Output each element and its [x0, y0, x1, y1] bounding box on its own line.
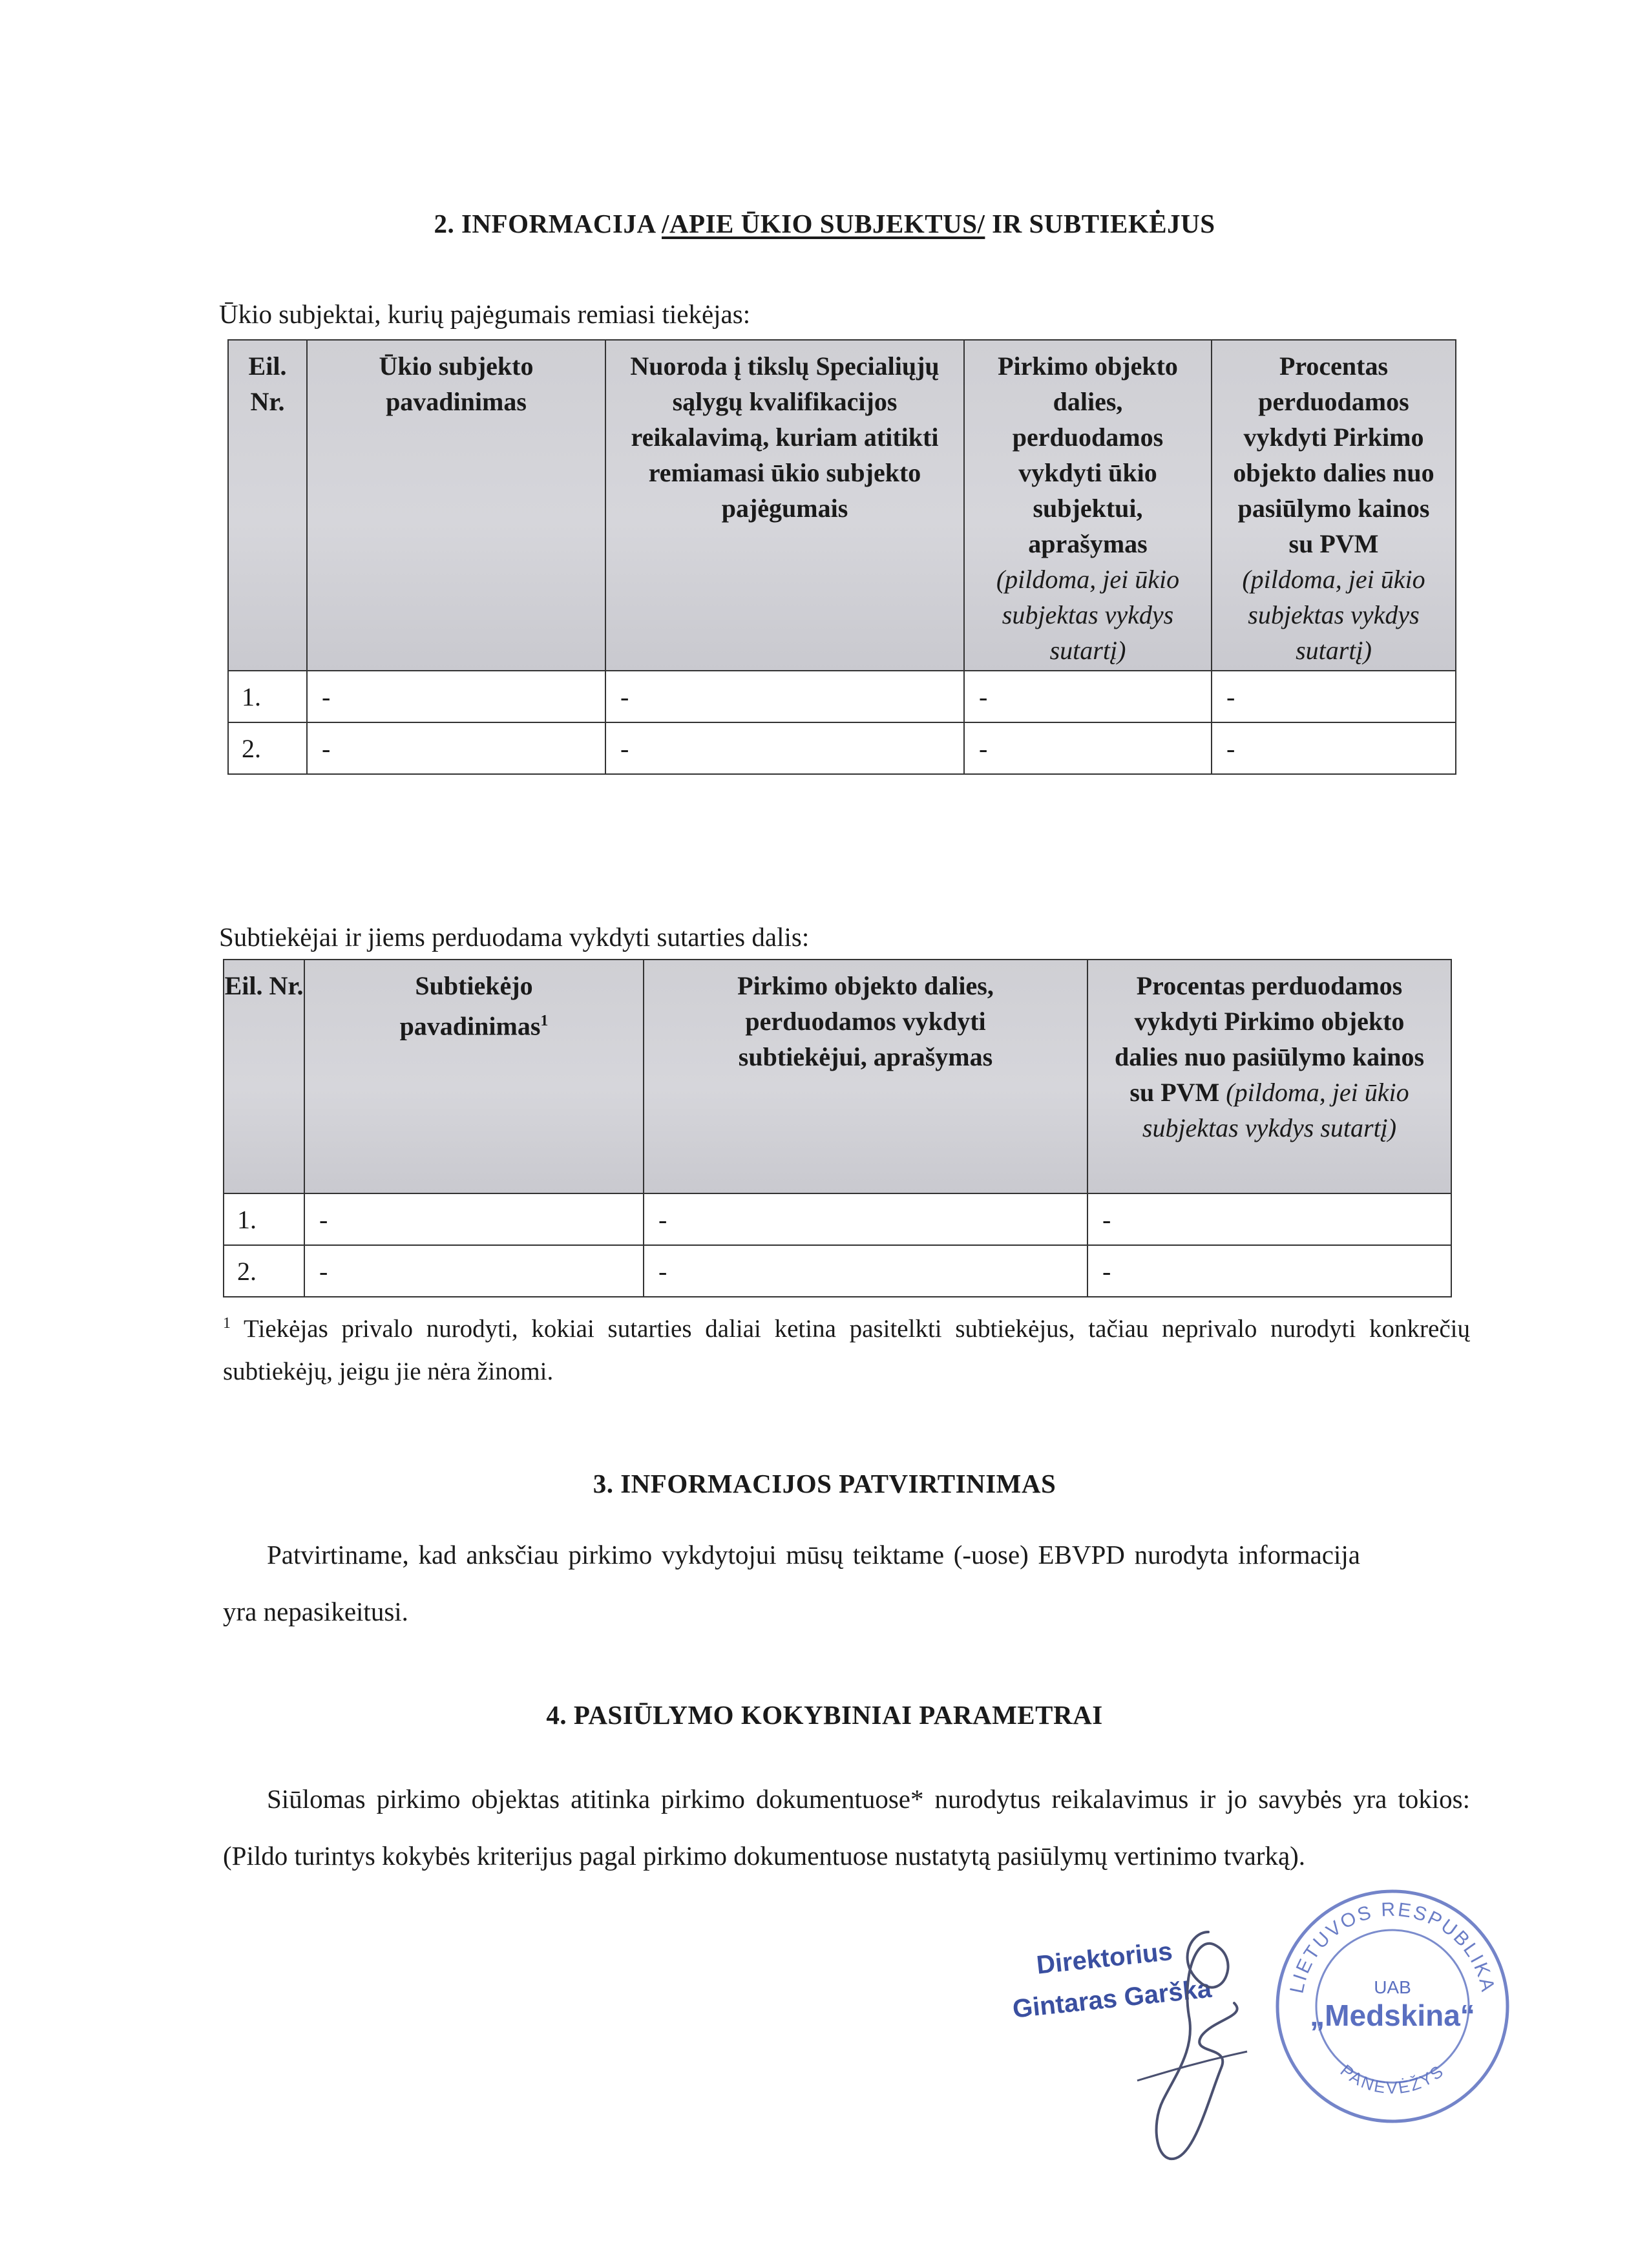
table1-header-description-note: (pildoma, jei ūkio subjektas vykdys sutartį) — [996, 565, 1180, 665]
table1-cell-nr: 2. — [228, 722, 307, 774]
stamp-city-text: PANEVĖŽYS — [1336, 2060, 1449, 2098]
table1-header-description: Pirkimo objekto dalies, perduodamos vykdyti ūkio subjektui, aprašymas (pildoma, jei ūkio subjektas vykdys sutartį) — [964, 340, 1212, 671]
footnote-mark: 1 — [223, 1315, 231, 1332]
section2-title — [0, 208, 1649, 239]
table1-header-percent-note: (pildoma, jei ūkio subjektas vykdys sutartį) — [1242, 565, 1425, 665]
signature-position: Direktorius — [1035, 1937, 1174, 1980]
table1-cell-reference: - — [605, 671, 964, 722]
economic-entities-table — [227, 339, 1456, 775]
svg-text:PANEVĖŽYS — [1337, 2061, 1448, 2097]
table-row — [224, 1193, 1451, 1245]
stamp-outer-text: LIETUVOS RESPUBLIKA — [1286, 1898, 1499, 1995]
table-row — [224, 1245, 1451, 1297]
section3-title: 3. INFORMACIJOS PATVIRTINIMAS — [593, 1469, 1056, 1498]
table2-cell-nr: 2. — [224, 1245, 304, 1297]
table2-intro: Subtiekėjai ir jiems perduodama vykdyti sutarties dalis: — [219, 922, 810, 952]
table1-cell-reference: - — [605, 722, 964, 774]
table1-header-nr: Eil. Nr. — [228, 340, 307, 671]
table2-cell-name: - — [304, 1193, 644, 1245]
table2-header-name: Subtiekėjo pavadinimas$^1$ — [304, 960, 644, 1193]
section4-text: Siūlomas pirkimo objektas atitinka pirkimo dokumentuose* nurodytus reikalavimus ir jo savybės yra tokios: (Pildo turintys kokybės kriterijus pagal pirkimo dokumentuose nustatytą pasiūlymų vertinimo tvarką). — [223, 1784, 1470, 1871]
table1-cell-percent: - — [1212, 722, 1456, 774]
table1-cell-description: - — [964, 671, 1212, 722]
table2-header-percent: Procentas perduodamos vykdyti Pirkimo objekto dalies nuo pasiūlymo kainos su PVM (pildoma, jei ūkio subjektas vykdys sutartį) — [1087, 960, 1451, 1193]
signature-name: Gintaras Garška — [1011, 1974, 1213, 2024]
table1-header-reference: Nuoroda į tikslų Specialiųjų sąlygų kvalifikacijos reikalavimą, kuriam atitikti remiamasi ūkio subjekto pajėgumais — [605, 340, 964, 671]
section2-title-prefix: 2. INFORMACIJA — [434, 209, 662, 238]
subcontractors-table — [223, 959, 1452, 1297]
footnote-text: Tiekėjas privalo nurodyti, kokiai sutarties daliai ketina pasitelkti subtiekėjus, tačiau neprivalo nurodyti konkrečių subtiekėjų, jeigu jie nėra žinomi. — [223, 1315, 1470, 1385]
section2-title-underlined: /APIE ŪKIO SUBJEKTUS/ — [662, 209, 985, 238]
company-stamp — [1263, 1877, 1522, 2136]
stamp-company-name: „Medskina“ — [1310, 1999, 1475, 2032]
table1-intro: Ūkio subjektai, kurių pajėgumais remiasi tiekėjas: — [219, 299, 751, 329]
table2-cell-name: - — [304, 1245, 644, 1297]
table2-cell-nr: 1. — [224, 1193, 304, 1245]
section2-title-suffix: IR SUBTIEKĖJUS — [985, 209, 1215, 238]
table2-cell-percent: - — [1087, 1245, 1451, 1297]
table1-cell-name: - — [307, 671, 605, 722]
table1-cell-name: - — [307, 722, 605, 774]
footnote — [223, 1302, 1470, 1393]
table-row — [228, 671, 1456, 722]
table2-header-name-footnote-ref: 1 — [540, 1013, 549, 1029]
table2-header-percent-note: (pildoma, jei ūkio subjektas vykdys sutartį) — [1142, 1078, 1409, 1142]
stamp-company-type: UAB — [1374, 1977, 1411, 1997]
table2-cell-description: - — [644, 1245, 1087, 1297]
table2-header-description: Pirkimo objekto dalies, perduodamos vykdyti subtiekėjui, aprašymas — [644, 960, 1087, 1193]
table1-header-percent: Procentas perduodamos vykdyti Pirkimo objekto dalies nuo pasiūlymo kainos su PVM (pildoma, jei ūkio subjektas vykdys sutartį) — [1212, 340, 1456, 671]
table1-cell-percent: - — [1212, 671, 1456, 722]
table1-header-row — [228, 340, 1456, 671]
table2-header-nr: Eil. Nr. — [224, 960, 304, 1193]
section3-text: Patvirtiname, kad anksčiau pirkimo vykdytojui mūsų teiktame (-uose) EBVPD nurodyta informacija yra nepasikeitusi. — [223, 1540, 1360, 1626]
table2-cell-percent: - — [1087, 1193, 1451, 1245]
table2-header-row — [224, 960, 1451, 1193]
table1-cell-description: - — [964, 722, 1212, 774]
table-row — [228, 722, 1456, 774]
table1-header-name: Ūkio subjekto pavadinimas — [307, 340, 605, 671]
table1-cell-nr: 1. — [228, 671, 307, 722]
section4-title: 4. PASIŪLYMO KOKYBINIAI PARAMETRAI — [546, 1700, 1103, 1730]
table2-cell-description: - — [644, 1193, 1087, 1245]
